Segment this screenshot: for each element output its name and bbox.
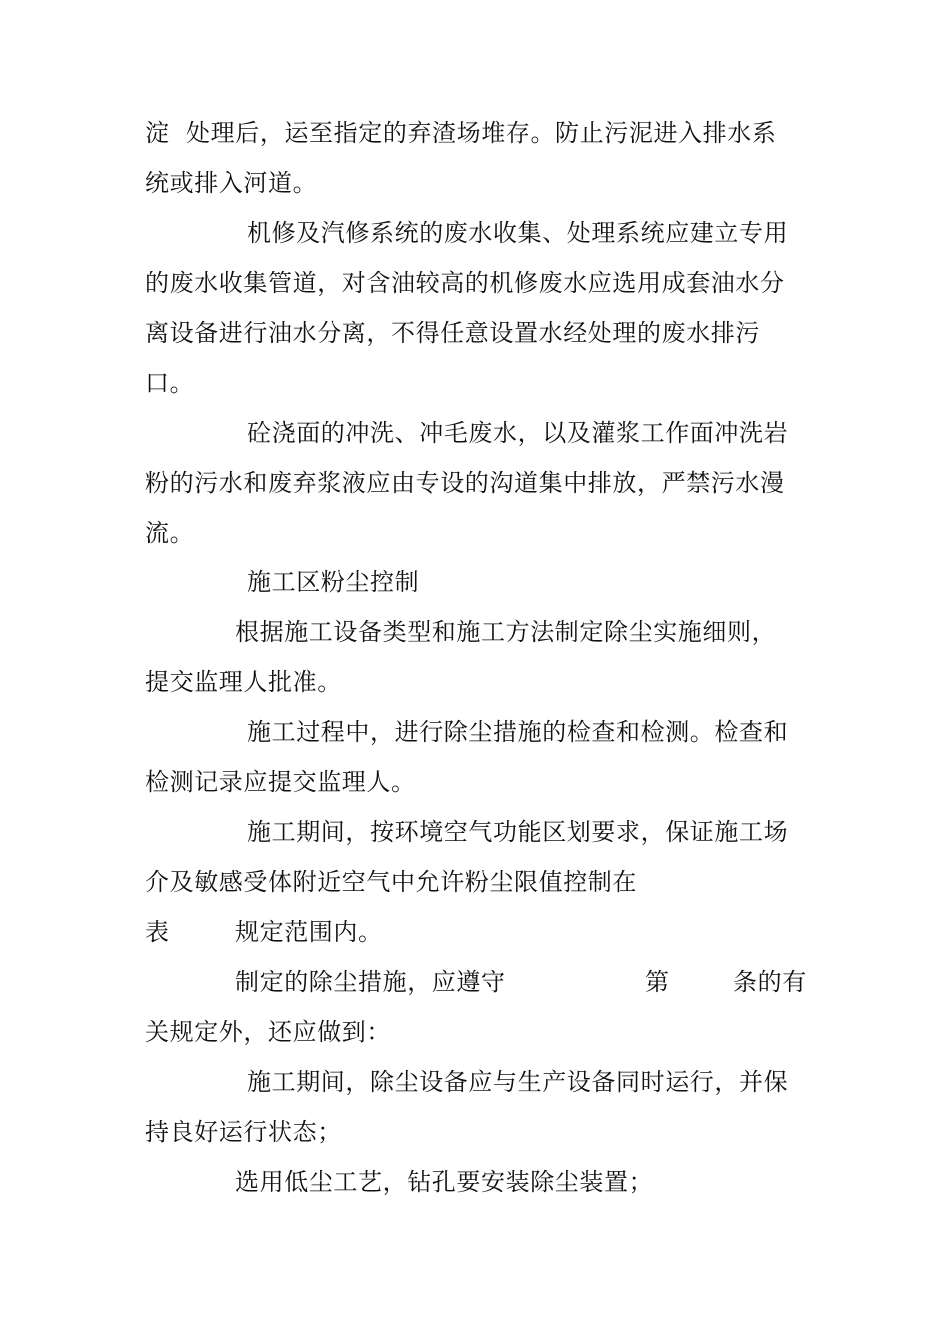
text-line: 机修及汽修系统的废水收集、处理系统应建立专用 [247,219,789,247]
text-line: 介及敏感受体附近空气中允许粉尘限值控制在 [145,868,637,896]
text-line-fragment: 条的有 [733,968,807,996]
text-line-fragment: 规定范围内。 [235,918,383,946]
text-line: 淀 处理后，运至指定的弃渣场堆存。防止污泥进入排水系 [145,119,777,147]
text-line: 流。 [145,519,195,547]
text-line: 施工期间，除尘设备应与生产设备同时运行，并保 [247,1068,789,1096]
text-line-fragment: 第 [645,968,670,996]
text-line: 根据施工设备类型和施工方法制定除尘实施细则， [235,618,777,646]
text-line: 施工过程中，进行除尘措施的检查和检测。检查和 [247,718,789,746]
text-line: 提交监理人批准。 [145,668,342,696]
section-heading: 施工区粉尘控制 [247,568,420,596]
text-line-fragment: 制定的除尘措施，应遵守 [235,968,506,996]
text-line: 离设备进行油水分离，不得任意设置水经处理的废水排污 [145,319,760,347]
text-line: 选用低尘工艺，钻孔要安装除尘装置； [235,1168,654,1196]
text-line-fragment: 表 [145,918,170,946]
text-line: 施工期间，按环境空气功能区划要求，保证施工场 [247,818,789,846]
text-line: 关规定外，还应做到： [145,1018,391,1046]
text-line: 统或排入河道。 [145,169,318,197]
text-line: 的废水收集管道，对含油较高的机修废水应选用成套油水分 [145,269,785,297]
text-line: 粉的污水和废弃浆液应由专设的沟道集中排放，严禁污水漫 [145,469,785,497]
text-line: 持良好运行状态； [145,1118,342,1146]
text-line: 检测记录应提交监理人。 [145,768,416,796]
text-line: 砼浇面的冲洗、冲毛废水，以及灌浆工作面冲洗岩 [247,419,789,447]
text-line: 口。 [145,369,195,397]
